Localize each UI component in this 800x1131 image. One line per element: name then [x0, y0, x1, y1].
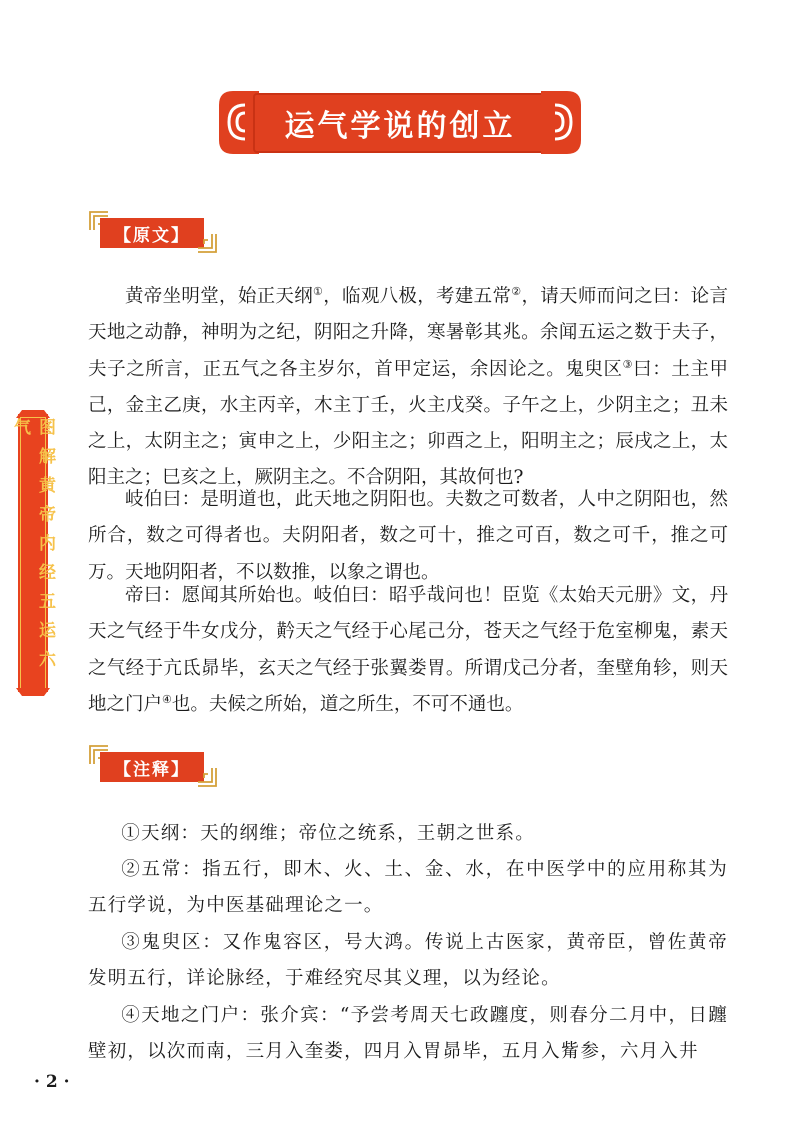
section-tag-notes — [88, 744, 218, 788]
section-tag-original — [88, 210, 218, 254]
side-label-inner — [10, 417, 55, 689]
banner-ornament-right-icon — [539, 85, 585, 160]
original-paragraph-2: 岐伯曰：是明道也，此天地之阴阳也。夫数之可数者，人中之阴阳也，然所合，数之可得者也。夫阴阳者，数之可十，推之可百，数之可千，推之可万。天地阴阳者，不以数推，以象之谓也。 — [88, 489, 728, 583]
title-banner-body — [253, 93, 547, 153]
note-item-4: ④天地之门户：张介宾：“予尝考周天七政躔度，则春分二月中，日躔壁初，以次而南，三月入奎娄，四月入胃昴毕，五月入觜参，六月入井 — [88, 1005, 728, 1063]
title-banner — [215, 85, 585, 160]
side-label-text: 图解黄帝内经五运六气 — [10, 418, 55, 679]
footnote-marker: ① — [313, 284, 324, 298]
section-tag-label: 【原文】 — [100, 218, 204, 248]
original-paragraph-3: 帝曰：愿闻其所始也。岐伯曰：昭乎哉问也！臣览《太始天元册》文，丹天之气经于牛女戊分，黅天之气经于心尾己分，苍天之气经于危室柳鬼，素天之气经于亢氐昴毕，玄天之气经于张翼娄胃。所谓戊己分者，奎壁角轸，则天地之门户④也。夫候之所始，道之所生，不可不通也。 — [88, 585, 728, 715]
note-item-1: ①天纲：天的纲维；帝位之统系，王朝之世系。 — [121, 823, 535, 844]
note-item-3: ③鬼臾区：又作鬼容区，号大鸿。传说上古医家，黄帝臣，曾佐黄帝发明五行，详论脉经，于难经究尽其义理，以为经论。 — [88, 932, 728, 990]
footnote-marker: ③ — [622, 357, 634, 371]
corner-ornament-icon — [196, 232, 218, 254]
side-label-frame — [10, 414, 55, 692]
side-book-label — [12, 408, 54, 698]
corner-ornament-icon — [196, 766, 218, 788]
footnote-marker: ② — [511, 284, 522, 298]
page-number: · 2 · — [34, 1072, 70, 1092]
footnote-marker: ④ — [162, 692, 172, 706]
side-cap-ornament-icon — [16, 688, 50, 698]
page-title: 运气学说的创立 — [284, 109, 516, 144]
section-tag-label: 【注释】 — [100, 752, 204, 782]
note-item-2: ②五常：指五行，即木、火、土、金、水，在中医学中的应用称其为五行学说，为中医基础理论之一。 — [88, 859, 728, 917]
original-paragraph-1: 黄帝坐明堂，始正天纲①，临观八极，考建五常②，请天师而问之曰：论言天地之动静，神明为之纪，阴阳之升降，寒暑彰其兆。余闻五运之数于夫子，夫子之所言，正五气之各主岁尔，首甲定运，余因论之。鬼臾区③曰：土主甲己，金主乙庚，水主丙辛，木主丁壬，火主戊癸。子午之上，少阴主之；丑未之上，太阴主之；寅申之上，少阳主之；卯酉之上，阳明主之；辰戌之上，太阳主之；巳亥之上，厥阴主之。不合阴阳，其故何也? — [88, 284, 728, 489]
